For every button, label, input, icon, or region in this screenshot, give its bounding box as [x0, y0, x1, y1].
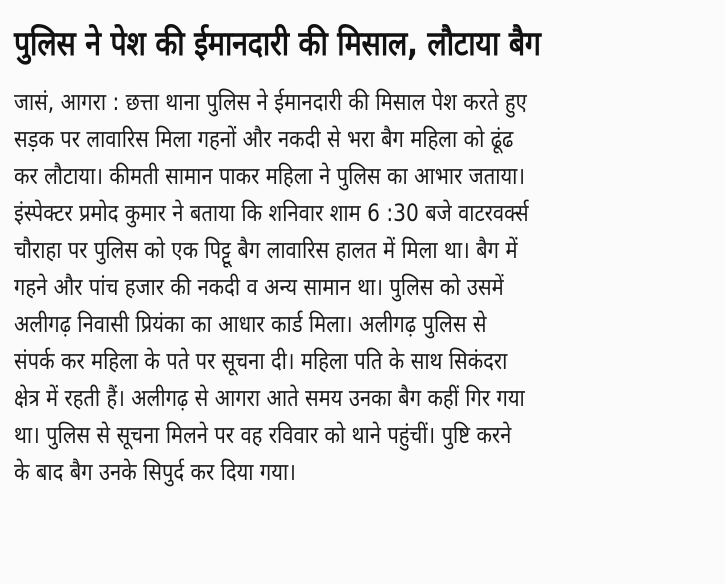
article-body [14, 84, 709, 491]
article-line-4: इंस्पेक्टर प्रमोद कुमार ने बताया कि शनिवार शाम 6 :30 बजे वाटरवर्क्स [14, 199, 529, 227]
article-line-5: चौराहा पर पुलिस को एक पिट्टू बैग लावारिस हालत में मिला था। बैग में [14, 236, 518, 264]
article-line-6: गहने और पांच हजार की नकदी व अन्य सामान था। पुलिस को उसमें [14, 273, 504, 301]
article-line-9: क्षेत्र में रहती हैं। अलीगढ़ से आगरा आते समय उनका बैग कहीं गिर गया [14, 384, 525, 412]
dateline: जासं, आगरा : [14, 88, 126, 116]
article-line-11: के बाद बैग उनके सिपुर्द कर दिया गया। [14, 458, 296, 486]
article-line-7: अलीगढ़ निवासी प्रियंका का आधार कार्ड मिला। अलीगढ़ पुलिस से [14, 310, 487, 338]
article-line-10: था। पुलिस से सूचना मिलने पर वह रविवार को थाने पहुंचीं। पुष्टि करने [14, 421, 512, 449]
article-line-1-text: छत्ता थाना पुलिस ने ईमानदारी की मिसाल पेश करते हुए [125, 88, 527, 116]
article-line-2: सड़क पर लावारिस मिला गहनों और नकदी से भरा बैग महिला को ढूंढ [14, 125, 514, 153]
article-line-1 [14, 84, 598, 121]
article-line-3: कर लौटाया। कीमती सामान पाकर महिला ने पुलिस का आभार जताया। [14, 162, 526, 190]
headline: पुलिस ने पेश की ईमानदारी की मिसाल, लौटाया बैग [14, 24, 541, 64]
article-line-8: संपर्क कर महिला के पते पर सूचना दी। महिला पति के साथ सिकंदरा [14, 347, 508, 375]
